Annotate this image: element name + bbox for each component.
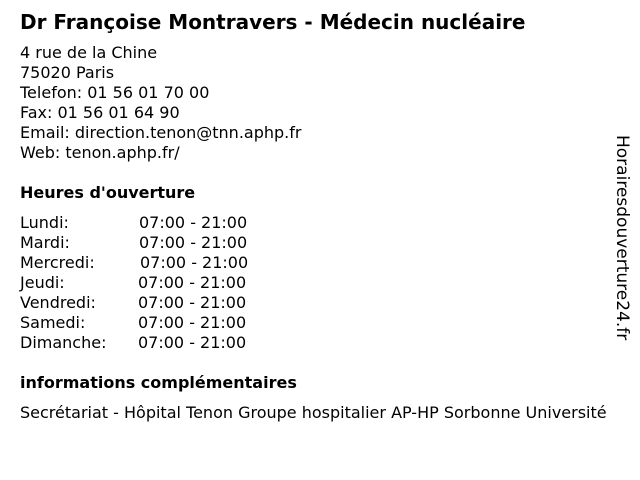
hours-day: Mercredi: (20, 253, 95, 272)
hours-day: Jeudi: (20, 273, 65, 292)
opening-hours-heading: Heures d'ouverture (20, 183, 196, 202)
hours-day: Vendredi: (20, 293, 96, 312)
hours-time: 07:00 - 21:00 (138, 293, 247, 312)
hours-day: Mardi: (20, 233, 70, 252)
hours-time: 07:00 - 21:00 (138, 313, 247, 332)
contact-block (20, 43, 301, 163)
phone-number: Telefon: 01 56 01 70 00 (20, 83, 210, 102)
additional-info-heading: informations complémentaires (20, 373, 297, 392)
page-title: Dr Françoise Montravers - Médecin nucléaire (20, 10, 526, 34)
fax-number: Fax: 01 56 01 64 90 (20, 103, 180, 122)
hours-day: Dimanche: (20, 333, 107, 352)
hours-time: 07:00 - 21:00 (140, 253, 249, 272)
address-city: 75020 Paris (20, 63, 115, 82)
hours-time: 07:00 - 21:00 (138, 333, 247, 352)
additional-info-text: Secrétariat - Hôpital Tenon Groupe hospitalier AP-HP Sorbonne Université (20, 403, 607, 422)
hours-day: Samedi: (20, 313, 86, 332)
website-address: Web: tenon.aphp.fr/ (20, 143, 180, 162)
site-watermark: Horairesdouverture24.fr (612, 135, 632, 341)
hours-day: Lundi: (20, 213, 69, 232)
hours-time: 07:00 - 21:00 (139, 213, 248, 232)
hours-time: 07:00 - 21:00 (138, 273, 247, 292)
address-street: 4 rue de la Chine (20, 43, 158, 62)
email-address: Email: direction.tenon@tnn.aphp.fr (20, 123, 302, 142)
hours-time: 07:00 - 21:00 (139, 233, 248, 252)
